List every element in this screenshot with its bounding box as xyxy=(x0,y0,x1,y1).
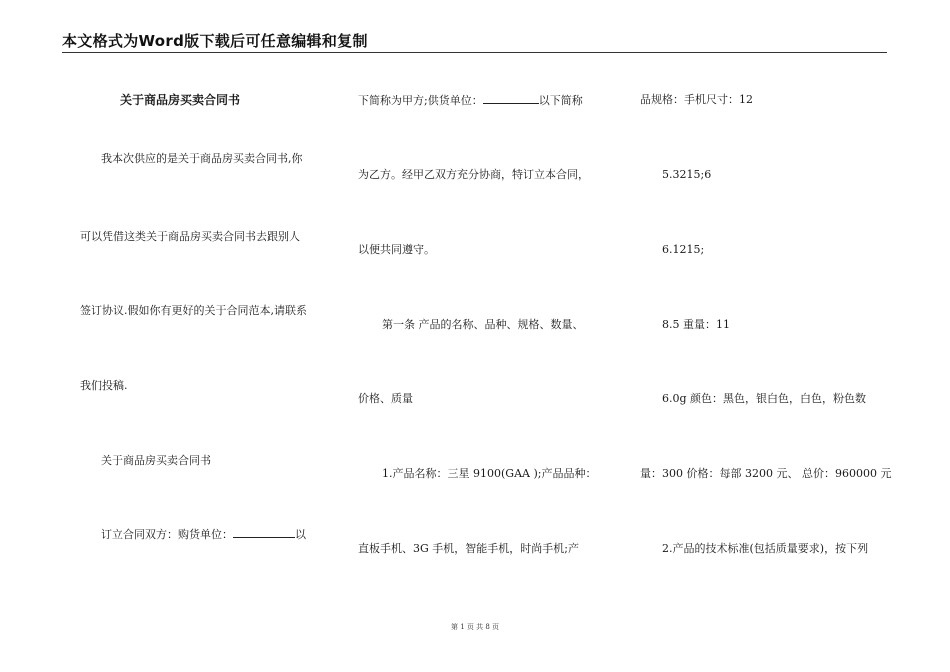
middle-line-6: 1.产品名称：三星 9100(GAA );产品品种： xyxy=(382,467,597,480)
right-line-4: 8.5 重量：11 xyxy=(662,318,730,331)
left-line-4: 我们投稿. xyxy=(80,379,128,392)
header-title: 本文格式为Word版下载后可任意编辑和复制 xyxy=(62,32,368,50)
right-line-6: 量：300 价格：每部 3200 元、 总价：960000 元 xyxy=(640,467,892,480)
left-line-parties xyxy=(101,527,306,542)
middle-line-1-b: 以下简称 xyxy=(538,94,583,107)
parties-label: 订立合同双方：购货单位： xyxy=(101,528,233,541)
right-line-3: 6.1215; xyxy=(662,243,705,256)
middle-line-2: 为乙方。经甲乙双方充分协商，特订立本合同， xyxy=(358,168,589,181)
document-title: 关于商品房买卖合同书 xyxy=(120,93,241,107)
middle-line-5: 价格、质量 xyxy=(358,392,413,405)
header-divider xyxy=(62,52,887,53)
supplier-blank-line xyxy=(483,93,539,104)
right-line-1: 品规格：手机尺寸：12 xyxy=(640,93,753,106)
middle-line-7: 直板手机、3G 手机，智能手机，时尚手机;产 xyxy=(358,542,579,555)
left-line-2: 可以凭借这类关于商品房买卖合同书去跟别人 xyxy=(80,230,300,243)
article-one-heading: 第一条 产品的名称、品种、规格、数量、 xyxy=(382,318,584,331)
middle-line-3: 以便共同遵守。 xyxy=(358,243,435,256)
right-line-5: 6.0g 颜色：黑色，银白色，白色，粉色数 xyxy=(662,392,867,405)
left-line-3: 签订协议.假如你有更好的关于合同范本,请联系 xyxy=(80,304,307,317)
middle-line-1 xyxy=(358,93,583,108)
right-line-7: 2.产品的技术标准(包括质量要求)，按下列 xyxy=(662,542,869,555)
left-section-title: 关于商品房买卖合同书 xyxy=(101,454,211,467)
right-line-2: 5.3215;6 xyxy=(662,168,712,181)
buyer-blank-line xyxy=(233,527,295,538)
parties-tail: 以 xyxy=(295,528,306,541)
middle-line-1-a: 下简称为甲方;供货单位： xyxy=(358,94,483,107)
left-line-1: 我本次供应的是关于商品房买卖合同书,你 xyxy=(101,152,303,165)
page-number: 第 1 页 共 8 页 xyxy=(450,623,500,631)
